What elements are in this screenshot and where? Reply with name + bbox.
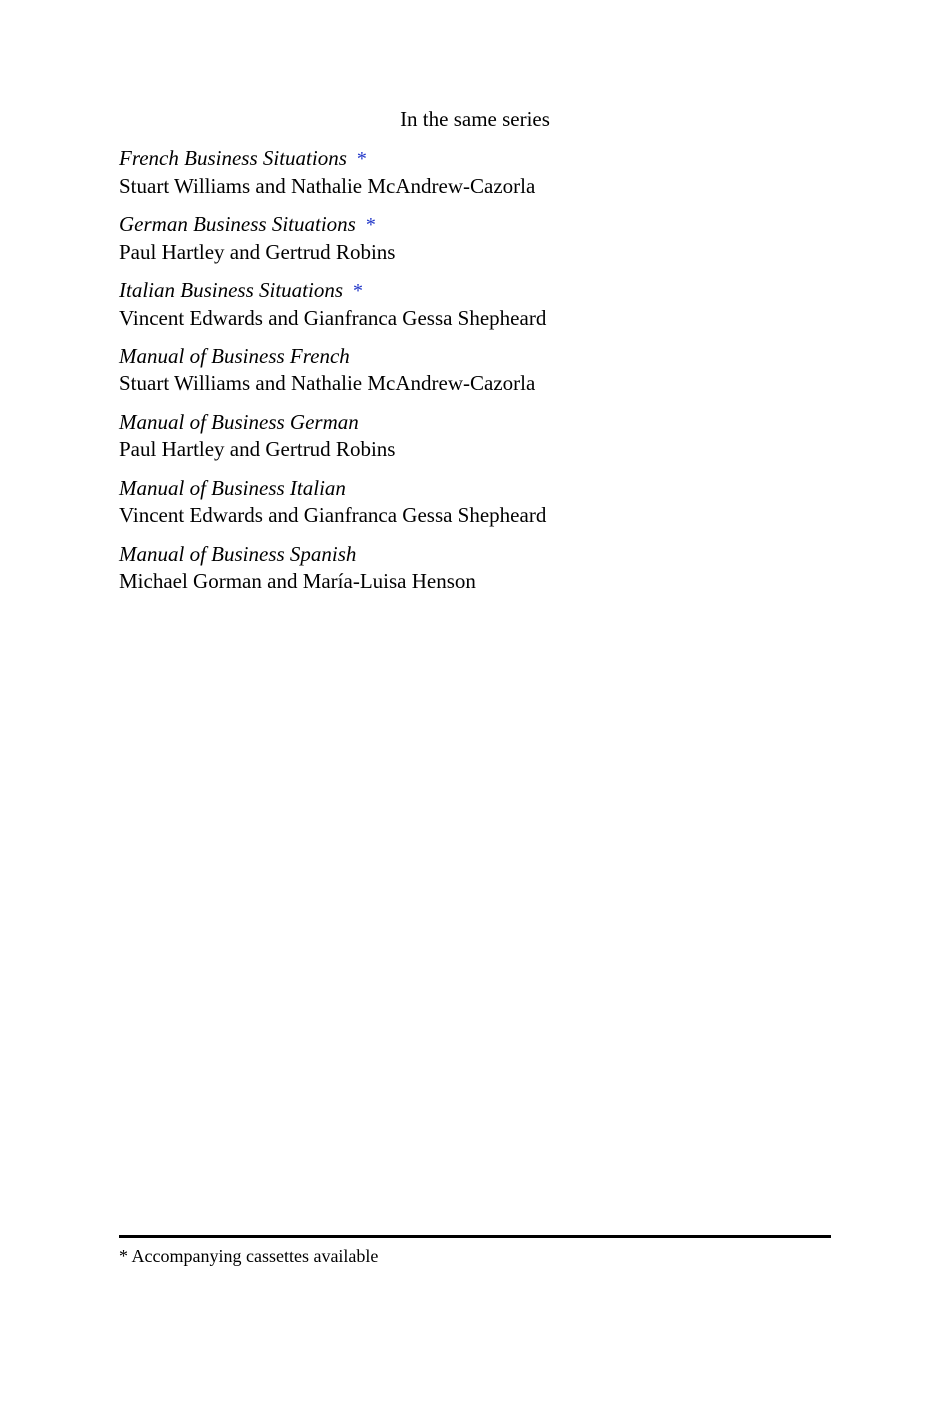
book-title: [119, 277, 831, 305]
book-title-text: Italian Business Situations: [119, 278, 344, 302]
book-title: [119, 343, 831, 370]
book-title: [119, 475, 831, 502]
series-entry: [119, 277, 831, 343]
series-entry: [119, 409, 831, 475]
book-title-text: French Business Situations: [119, 146, 347, 170]
cassette-marker: *: [356, 148, 367, 170]
book-title-text: Manual of Business French: [119, 344, 350, 368]
series-entry: [119, 211, 831, 277]
book-title-text: Manual of Business Italian: [119, 476, 346, 500]
footnote: * Accompanying cassettes available: [119, 1246, 379, 1266]
cassette-marker: *: [353, 280, 364, 302]
cassette-marker: *: [365, 214, 376, 236]
series-list: [119, 145, 831, 607]
book-authors: Vincent Edwards and Gianfranca Gessa Shepheard: [119, 503, 547, 527]
book-authors: Michael Gorman and María-Luisa Henson: [119, 569, 476, 593]
book-title-text: German Business Situations: [119, 212, 356, 236]
series-entry: [119, 343, 831, 409]
book-authors: Vincent Edwards and Gianfranca Gessa Shepheard: [119, 306, 547, 330]
book-title-text: Manual of Business German: [119, 410, 359, 434]
book-title: [119, 145, 831, 173]
book-authors: Stuart Williams and Nathalie McAndrew-Cazorla: [119, 371, 536, 395]
book-authors: Paul Hartley and Gertrud Robins: [119, 437, 396, 461]
series-entry: [119, 145, 831, 211]
series-entry: [119, 541, 831, 607]
page-heading: In the same series: [400, 107, 550, 131]
footnote-divider: [119, 1235, 831, 1238]
book-title: [119, 409, 831, 436]
book-title-text: Manual of Business Spanish: [119, 542, 357, 566]
book-authors: Paul Hartley and Gertrud Robins: [119, 240, 396, 264]
series-entry: [119, 475, 831, 541]
book-title: [119, 541, 831, 568]
book-authors: Stuart Williams and Nathalie McAndrew-Cazorla: [119, 174, 536, 198]
book-title: [119, 211, 831, 239]
